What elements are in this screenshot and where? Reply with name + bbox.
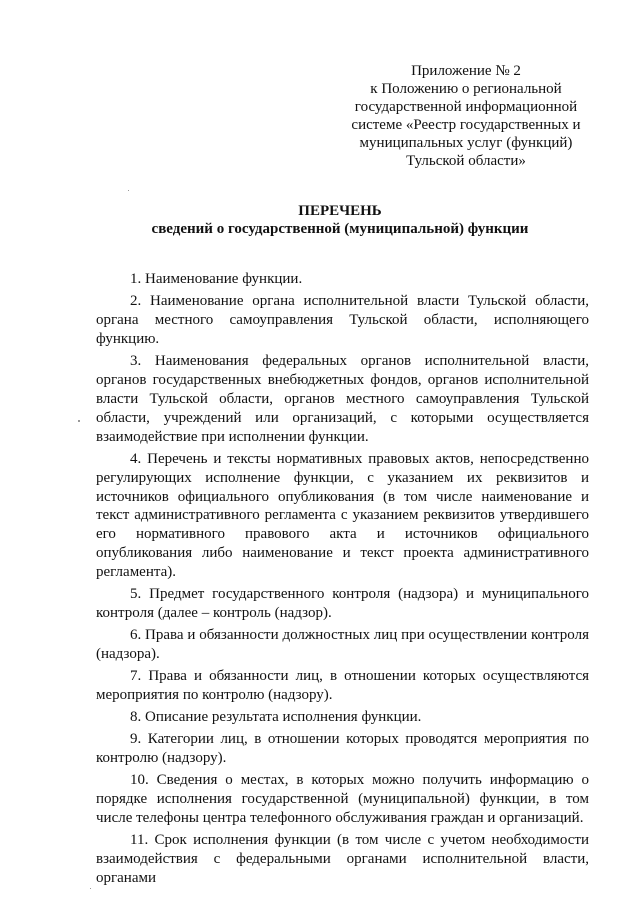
- list-item: 7. Права и обязанности лиц, в отношении которых осуществляются мероприятия по контролю (надзору).: [96, 668, 589, 704]
- appendix-line: системе «Реестр государственных и: [351, 117, 581, 133]
- list-item: 8. Описание результата исполнения функции.: [130, 709, 422, 726]
- list-item: 5. Предмет государственного контроля (надзора) и муниципального контроля (далее – контроль (надзор).: [96, 586, 589, 622]
- list-item: 2. Наименование органа исполнительной власти Тульской области, органа местного самоуправления Тульской области, исполняющего функцию.: [96, 293, 589, 347]
- appendix-line: государственной информационной: [354, 99, 578, 115]
- appendix-line: к Положению о региональной: [370, 81, 562, 97]
- scan-speck: [90, 888, 91, 889]
- appendix-line: Тульской области»: [406, 153, 526, 169]
- appendix-line: муниципальных услуг (функций): [359, 135, 573, 151]
- list-item: 3. Наименования федеральных органов исполнительной власти, органов государственных внебюджетных фондов, органов исполнительной власти Тульской области, органов местного самоуправления Тульской области, учреждений или организаций, с которыми осуществляется взаимодействие при исполнении функции.: [96, 353, 589, 445]
- list-item: 1. Наименование функции.: [130, 271, 303, 287]
- list-item: 4. Перечень и тексты нормативных правовых актов, непосредственно регулирующих исполнение функции, с указанием их реквизитов и источников официального опубликования (в том числе наименование и текст административного регламента с указанием реквизитов утвердившего его нормативного правового акта и источников официального опубликования либо наименование и текст проекта административного регламента).: [96, 450, 589, 581]
- list-item: 9. Категории лиц, в отношении которых проводятся мероприятия по контролю (надзору).: [96, 731, 589, 767]
- list-item: 11. Срок исполнения функции (в том числе с учетом необходимости взаимодействия с федеральными органами исполнительной власти, органами: [96, 832, 589, 887]
- document-body: [96, 270, 589, 891]
- scan-speck: [78, 420, 80, 422]
- scan-speck: [128, 190, 129, 191]
- appendix-header: [340, 62, 592, 170]
- document-subtitle: сведений о государственной (муниципальной) функции: [151, 221, 529, 237]
- appendix-line: Приложение № 2: [411, 63, 521, 79]
- document-title: ПЕРЕЧЕНЬ: [298, 203, 382, 219]
- list-item: 6. Права и обязанности должностных лиц при осуществлении контроля (надзора).: [96, 627, 589, 663]
- list-item: 10. Сведения о местах, в которых можно получить информацию о порядке исполнения государственной (муниципальной) функции, в том числе телефоны центра телефонного обслуживания граждан и организаций.: [96, 772, 589, 827]
